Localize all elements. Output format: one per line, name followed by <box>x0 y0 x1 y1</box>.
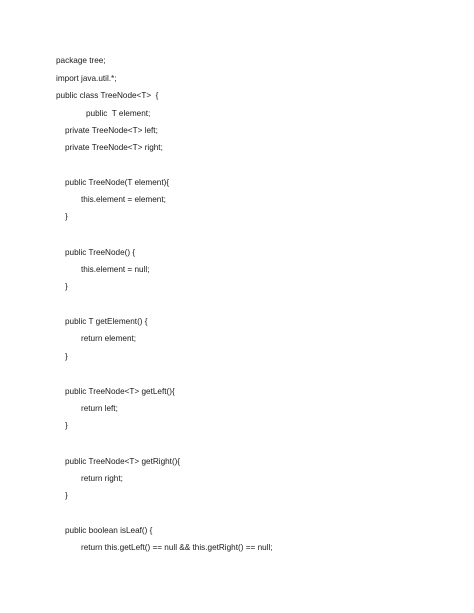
code-line-close-brace: } <box>65 352 68 361</box>
code-line-return-right: return right; <box>81 474 123 483</box>
code-line-class-declaration: public class TreeNode<T> { <box>56 91 159 100</box>
code-line-is-leaf: public boolean isLeaf() { <box>65 526 153 535</box>
code-line-assign-null: this.element = null; <box>81 265 150 274</box>
code-line-close-brace: } <box>65 491 68 500</box>
code-line-package: package tree; <box>56 56 106 65</box>
code-line-field-element: public T element; <box>86 109 151 118</box>
code-line-return-element: return element; <box>81 334 137 343</box>
code-line-get-left: public TreeNode<T> getLeft(){ <box>65 387 175 396</box>
code-line-get-element: public T getElement() { <box>65 317 148 326</box>
code-line-close-brace: } <box>65 212 68 221</box>
code-line-close-brace: } <box>65 421 68 430</box>
code-line-constructor-with-element: public TreeNode(T element){ <box>65 178 170 187</box>
code-line-get-right: public TreeNode<T> getRight(){ <box>65 457 181 466</box>
code-line-return-left: return left; <box>81 404 118 413</box>
code-line-field-right: private TreeNode<T> right; <box>65 143 163 152</box>
code-line-assign-element: this.element = element; <box>81 195 166 204</box>
code-line-import: import java.util.*; <box>56 74 117 83</box>
code-line-default-constructor: public TreeNode() { <box>65 248 136 257</box>
code-line-field-left: private TreeNode<T> left; <box>65 126 158 135</box>
code-line-return-is-leaf: return this.getLeft() == null && this.getRight() == null; <box>81 543 273 552</box>
code-line-close-brace: } <box>65 282 68 291</box>
